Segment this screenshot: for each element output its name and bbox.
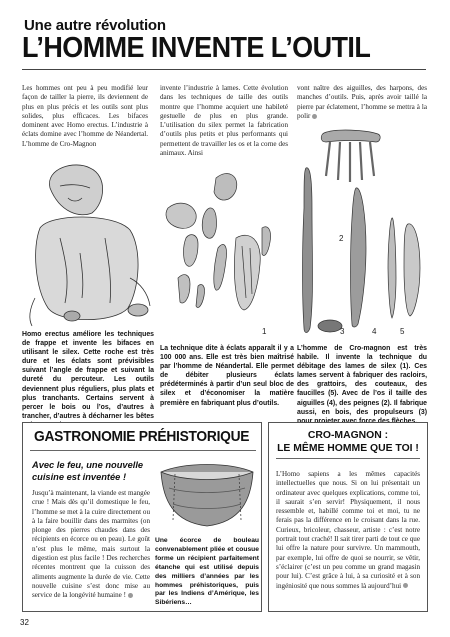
homo-erectus-illustration bbox=[20, 158, 155, 328]
intro-column-3-text: vont naître des aiguilles, des harpons, des manches d’outils. Puis, après avoir taillé la pierre par éclatement, l’homme se mettra à la polir bbox=[297, 84, 427, 120]
end-bullet-icon bbox=[312, 114, 317, 119]
cro-magnon-box-body bbox=[276, 470, 420, 591]
gastronomie-body bbox=[32, 489, 150, 601]
gastronomie-rule bbox=[30, 450, 256, 451]
cro-magnon-box-title-line-2: LE MÊME HOMME QUE TOI ! bbox=[277, 443, 419, 454]
cro-magnon-box-rule bbox=[276, 458, 420, 459]
kicker: Une autre révolution bbox=[24, 17, 166, 34]
gastronomie-subtitle-line-2: cuisine est inventée ! bbox=[32, 471, 127, 482]
intro-column-1: Les hommes ont peu à peu modifié leur façon de tailler la pierre, ils deviennent de plus en plus précis et les outils sont plus solides, plus efficaces. Les bifaces dominent avec Homo erectus. L’industrie à éclats domine avec l’homme de Néandertal. L’homme de Cro-Magnon bbox=[22, 84, 148, 148]
end-bullet-icon bbox=[128, 593, 133, 598]
page-title: L’HOMME INVENTE L’OUTIL bbox=[22, 32, 371, 64]
cro-magnon-box-title-line-1: CRO-MAGNON : bbox=[307, 430, 389, 441]
bowl-caption: Une écorce de bouleau convenablement pliée et cousue forme un récipient parfaitement étanche qui est utilisé depuis des milliers d’années par les hommes préhistoriques, puis par les Indiens d’Amérique, les Sibériens… bbox=[155, 537, 259, 607]
gastronomie-subtitle bbox=[32, 460, 172, 483]
title-rule bbox=[22, 69, 426, 70]
birch-bark-bowl-illustration bbox=[155, 460, 259, 532]
intro-column-3 bbox=[297, 84, 427, 121]
flake-tools-illustration bbox=[158, 168, 298, 340]
tool-number-2: 2 bbox=[339, 234, 344, 243]
caption-eclats: La technique dite à éclats apparaît il y a 100 000 ans. Elle est très bien maîtrisé par l’homme de Néandertal. Elle permet de débiter plusieurs éclats prédéterminés à partir d’un seul bloc de silex et d’économiser la matière première en fabriquant plus d’outils. bbox=[160, 345, 294, 407]
tool-number-3: 3 bbox=[340, 327, 345, 336]
gastronomie-body-text: Jusqu’à maintenant, la viande est mangée crue ! Mais dès qu’il domestique le feu, l’homme se met à la cuire directement ou à la faire bouillir dans des marmites (on plonge des pierres chaudes dans des récipients en écorce ou en peau). Le goût n’est plus le même, mais surtout la digestion est plus facile ! Des recherches récentes montrent que la cuisson des aliments augmente la durée de vie. Cette nouvelle cuisine s’est donc mise au service de la longévité humaine ! bbox=[32, 489, 150, 600]
cro-magnon-tools-illustration bbox=[296, 128, 428, 340]
cro-magnon-box-body-text: L’Homo sapiens a les mêmes capacités intellectuelles que nous. Si on lui présentait un ordinateur avec quelques explications, comme toi, il saurait s’en servir! Physiquement, il nous ressemble et, habillé comme toi et moi, tu ne ferais pas la différence en le croisant dans la rue. Curieux, bricoleur, chasseur, artiste : c’est notre portrait tout craché! Il sait tirer parti de tout ce que lui offre la nature pour survivre. Un mammouth, par exemple, lui offre de quoi se nourrir, se vêtir, s’éclairer (c’est un peu comme un grand magasin pour lui). C’est grâce à lui, à sa curiosité et à son ingéniosité que nous sommes là aujourd’hui bbox=[276, 470, 420, 590]
gastronomie-title: GASTRONOMIE PRÉHISTORIQUE bbox=[34, 428, 250, 445]
cro-magnon-box-title bbox=[268, 429, 428, 455]
end-bullet-icon bbox=[403, 583, 408, 588]
intro-column-2: invente l’industrie à lames. Cette évolution dans les techniques de taille des outils montre que l’homme acquiert une habileté gestuelle de plus en plus grande. L’utilisation du silex permet la fabrication d’outils plus petits et plus performants qui permettent de travailler les os et la corne des animaux. Ainsi bbox=[160, 84, 288, 158]
tool-number-5: 5 bbox=[400, 327, 405, 336]
gastronomie-subtitle-line-1: Avec le feu, une nouvelle bbox=[32, 460, 144, 470]
tool-number-4: 4 bbox=[372, 327, 377, 336]
caption-homo-erectus: Homo erectus améliore les techniques de frappe et invente les bifaces en utilisant le silex. Cette roche est très dure et les éclats sont prévisibles suivant l’angle de frappe et suivant la dureté du percuteur. Les outils deviennent plus réguliers, plus plats et plus tranchants. Certains servent à percer le bois ou l’os, d’autres à trancher, d’autres à décharner les bêtes bbox=[22, 331, 154, 420]
tool-number-1: 1 bbox=[262, 327, 267, 336]
page-number: 32 bbox=[20, 618, 29, 627]
caption-cro-magnon: L’homme de Cro-magnon est très habile. Il invente la technique du débitage des lames de silex (1). Ces lames servent à fabriquer des racloirs, des grattoirs, des couteaux, des faucilles (5). Avec de l’os il taille des aiguilles (4), des peignes (2). Il fabrique aussi, en bois, des propulseurs (3) bbox=[297, 345, 427, 416]
